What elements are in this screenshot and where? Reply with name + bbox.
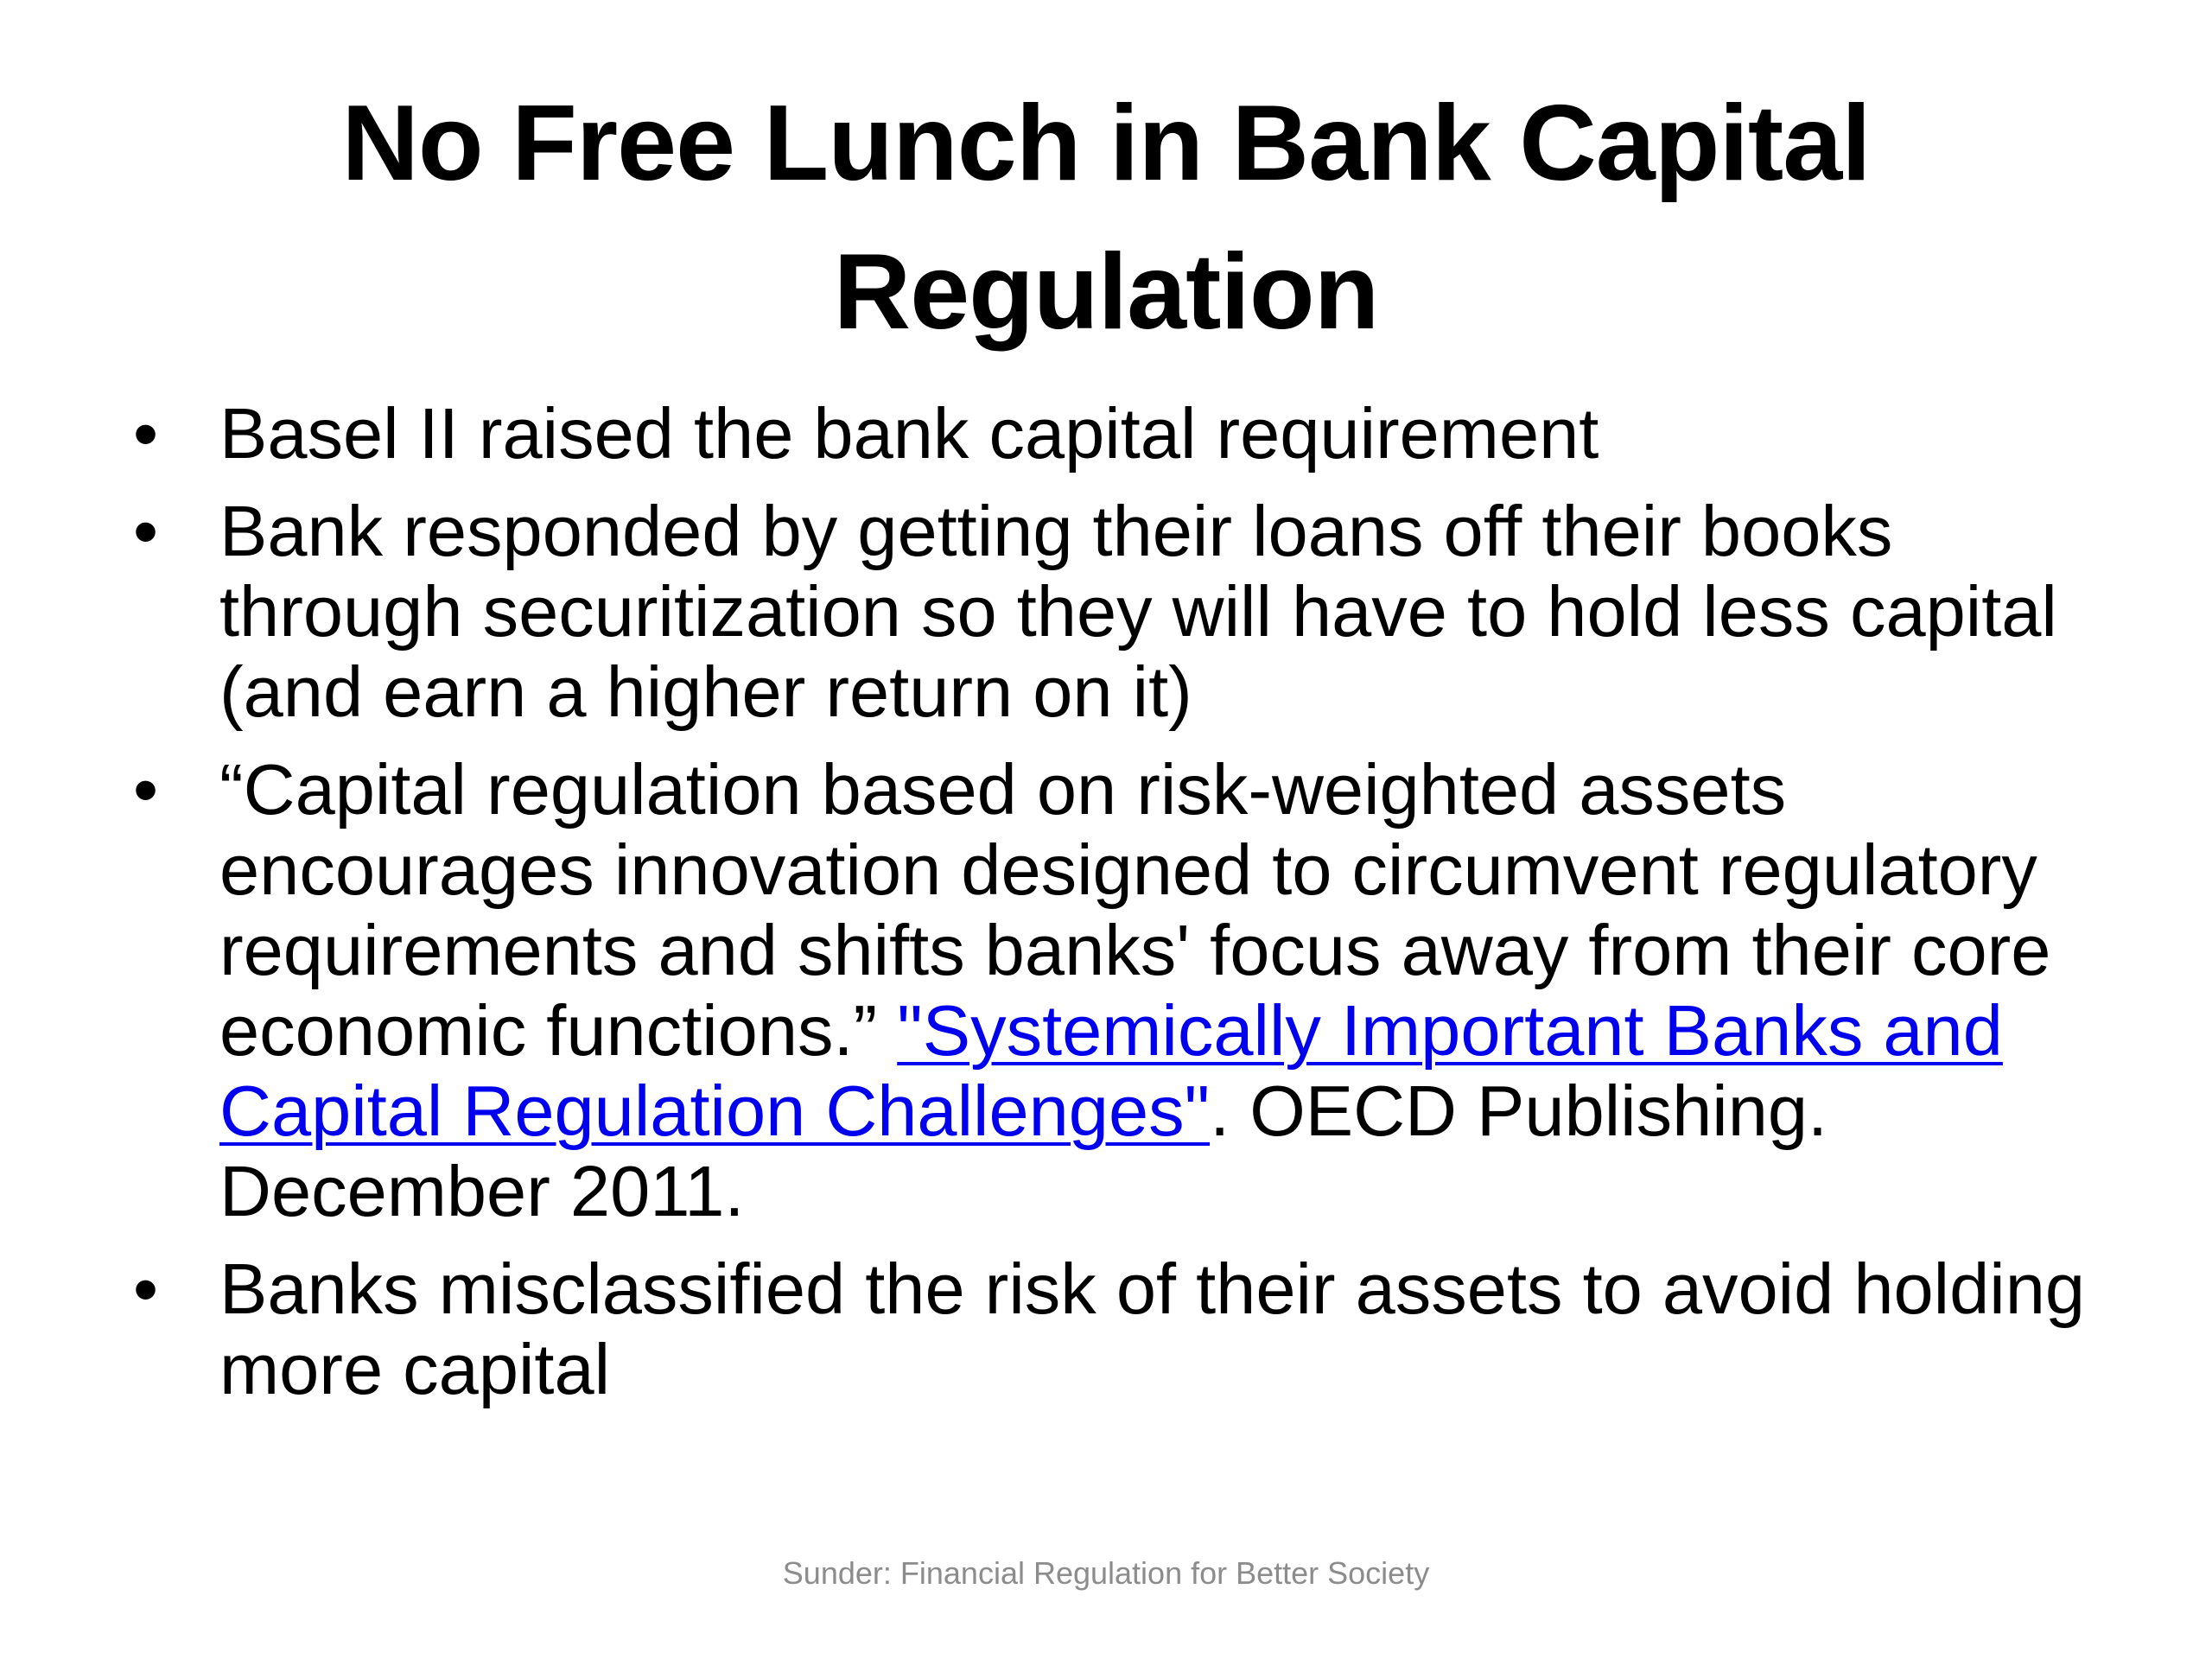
- bullet-point-icon: •: [133, 749, 159, 830]
- bullet-text: Basel II raised the bank capital requirement: [219, 393, 1599, 474]
- bullet-point-icon: •: [133, 491, 159, 571]
- bullet-point-icon: •: [133, 1249, 159, 1329]
- bullet-list: [121, 393, 2108, 1427]
- bullet-item-securitization: [121, 491, 2108, 732]
- bullet-item-oecd-quote: [121, 749, 2108, 1231]
- bullet-point-icon: •: [133, 393, 159, 474]
- bullet-text: Banks misclassified the risk of their assets to avoid holding more capital: [219, 1249, 2086, 1409]
- slide-title: No Free Lunch in Bank Capital Regulation: [341, 84, 1871, 352]
- bullet-text: [219, 749, 2050, 1231]
- citation-source: . OECD Publishing. December 2011.: [219, 1071, 1828, 1231]
- quote-text: “Capital regulation based on risk-weighted assets encourages innovation designed to circumvent regulatory requirements and shifts banks' focus away from their core economic functions.”: [219, 749, 2051, 1071]
- bullet-item-misclassified: [121, 1249, 2108, 1409]
- slide-footer: Sunder: Financial Regulation for Better Society: [782, 1555, 1430, 1591]
- citation-link[interactable]: "Systemically Important Banks and Capital Regulation Challenges": [219, 990, 2003, 1151]
- bullet-text: Bank responded by getting their loans off their books through securitization so they will have to hold less capital (and earn a higher return on it): [219, 491, 2057, 732]
- bullet-item-basel: [121, 393, 2108, 474]
